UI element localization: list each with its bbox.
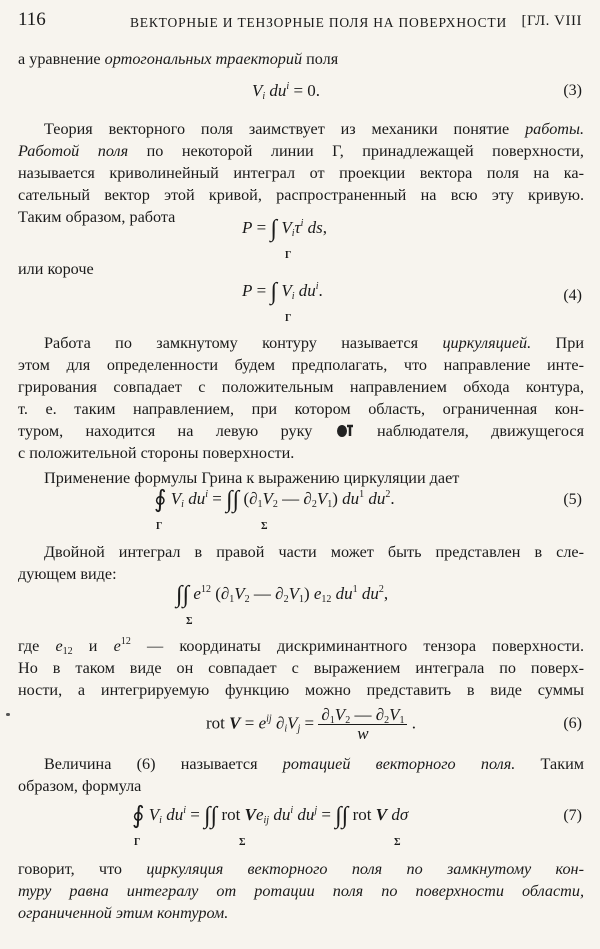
text-line: этом для определенности будем предполагать, что направление инте- [18, 356, 584, 374]
contour-integral-sign: ∮ [132, 803, 145, 829]
text-line: дующем виде: [18, 565, 117, 583]
text-line: где $e_{12}$ и $e^{12}$ — координаты дискриминантного тензора поверхности. [18, 636, 584, 657]
chapter-label: [ГЛ. VIII [521, 13, 582, 29]
text-line: Но в таком виде он совпадает с выражением интеграла по поверх- [18, 659, 584, 677]
equation-number-4: (4) [563, 287, 582, 304]
running-header [18, 8, 582, 34]
integral-limit-gamma: Г [285, 250, 292, 261]
work-formula: P = ∫ $V_i\tau^i$ ds, Г [242, 214, 327, 241]
text-line: Двойной интеграл в правой части может быть представлен в сле- [44, 543, 584, 561]
equation-number-6: (6) [563, 715, 582, 732]
running-title: ВЕКТОРНЫЕ И ТЕНЗОРНЫЕ ПОЛЯ НА ПОВЕРХНОСТИ [130, 15, 508, 30]
rotation-fraction: $\frac{\partial_1V_2 — \partial_2V_1}{w}$ [318, 706, 407, 743]
text-line: или короче [18, 260, 94, 278]
page-number: 116 [18, 9, 46, 30]
integral-limit-gamma: Г [134, 837, 141, 848]
text-line: Величина (6) называется ротацией векторного поля. Таким [44, 755, 584, 773]
formula-4: P = ∫ $V_i$ $du^i$. Г [242, 277, 323, 304]
text-line: Теория векторного поля заимствует из механики понятие работы. [44, 120, 584, 138]
text-line: туром, находится на левую руку наблюдателя, движущегося [18, 419, 584, 446]
text-line: а уравнение ортогональных траекторий поля [18, 50, 339, 68]
formula-7: ∮ $V_i$ $du^i$ = ∫∫ rot $Ve_{ij}$ $du^i$ $du^j$ = ∫∫ rot V dσ Г Σ Σ [132, 801, 408, 828]
integral-limit-sigma: Σ [239, 837, 246, 848]
integral-sign: ∫ [270, 279, 278, 305]
text-line: ности, а интегрируемую функцию можно представить в виде суммы [18, 681, 584, 699]
integral-limit-gamma: Г [156, 521, 163, 532]
formula-6: rot $V = e^{ij}$ $\partial_iV_j$ = $\frac{\partial_1V_2 — \partial_2V_1}{w}$ . [206, 705, 416, 743]
integral-limit-gamma: Г [285, 313, 292, 324]
formula-3: $V_i$ $du^i = 0$. [252, 81, 321, 102]
equation-number-5: (5) [563, 491, 582, 508]
equation-number-7: (7) [563, 807, 582, 824]
text-line: Работой поля по некоторой линии Г, принадлежащей поверхности, [18, 142, 584, 160]
text-line: туру равна интегралу от ротации поля по поверхности области, [18, 882, 584, 900]
text-line: с положительной стороны поверхности. [18, 444, 295, 462]
text-line: говорит, что циркуляция векторного поля по замкнутому кон- [18, 860, 584, 878]
text-line: Применение формулы Грина к выражению циркуляции дает [44, 469, 460, 487]
text-line: называется криволинейный интеграл от проекции вектора поля на ка- [18, 164, 584, 182]
formula-5: ∮ $V_i$ $du^i$ = ∫∫ ($\partial_1V_2$ — $\partial_2V_1$) $du^1$ $du^2$. Г Σ [154, 485, 395, 512]
integral-limit-sigma: Σ [394, 837, 401, 848]
text-line: т. е. таким направлением, при котором область, ограниченная кон- [18, 400, 584, 418]
text-line: Таким образом, работа [18, 208, 176, 226]
contour-integral-sign: ∮ [154, 487, 167, 513]
text-line: Работа по замкнутому контуру называется циркуляцией. При [44, 334, 584, 352]
integral-limit-sigma: Σ [186, 616, 193, 627]
text-line: грирования совпадает с положительным направлением обхода контура, [18, 378, 584, 396]
integral-limit-sigma: Σ [261, 521, 268, 532]
double-integral-formula: ∫∫ $e^{12}$ ($\partial_1V_2$ — $\partial_2V_1$) $e_{12}$ $du^1$ $du^2$, Σ [176, 580, 388, 607]
margin-speck [6, 713, 10, 716]
text-line: образом, формула [18, 777, 142, 795]
integral-sign: ∫ [270, 216, 278, 242]
text-line: сательный вектор этой кривой, распространенный на всю эту кривую. [18, 186, 584, 204]
equation-number-3: (3) [563, 82, 582, 99]
text-line: ограниченной этим контуром. [18, 904, 229, 922]
